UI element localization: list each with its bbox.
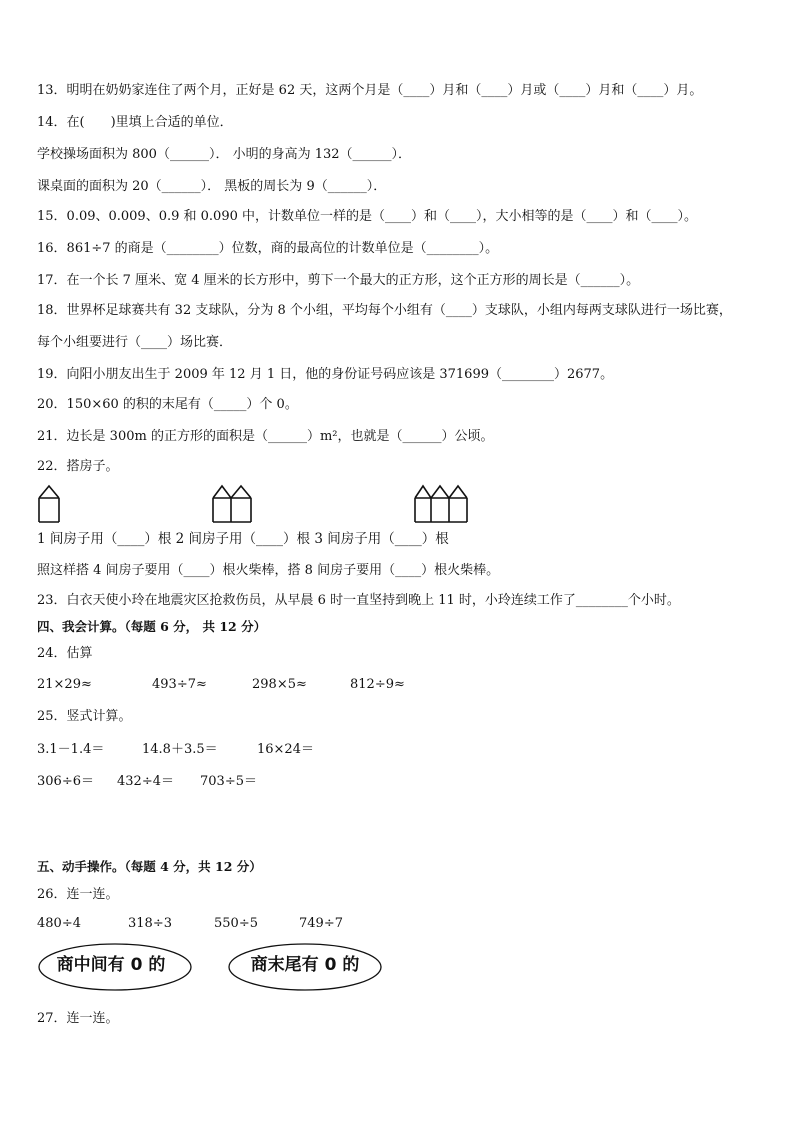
estimate-item: 493÷7≈ bbox=[152, 677, 207, 692]
estimate-item: 812÷9≈ bbox=[350, 677, 405, 692]
category-ovals bbox=[37, 942, 397, 994]
matchstick-house-1-icon bbox=[37, 484, 61, 524]
calc-item: 306÷6＝ bbox=[37, 774, 94, 789]
question-15: 15．0.09、0.009、0.9 和 0.090 中，计数单位一样的是（____）和（____），大小相等的是（____）和（____）。 bbox=[37, 209, 697, 224]
question-25-title: 25．竖式计算。 bbox=[37, 709, 132, 724]
question-27-title: 27．连一连。 bbox=[37, 1011, 119, 1026]
division-item: 318÷3 bbox=[128, 916, 172, 931]
calc-item: 3.1－1.4＝ bbox=[37, 742, 105, 757]
question-21: 21．边长是 300m 的正方形的面积是（______）m²，也就是（______）公顷。 bbox=[37, 429, 494, 444]
division-item: 749÷7 bbox=[299, 916, 343, 931]
question-18-line-1: 18．世界杯足球赛共有 32 支球队，分为 8 个小组，平均每个小组有（____）支球队，小组内每两支球队进行一场比赛， bbox=[37, 303, 732, 318]
calc-item: 703÷5＝ bbox=[200, 774, 257, 789]
question-14-row-2: 课桌面的面积为 20（______）． 黑板的周长为 9（______）． bbox=[37, 179, 387, 194]
calc-item: 16×24＝ bbox=[257, 742, 314, 757]
oval-middle-zero bbox=[37, 942, 193, 992]
question-19: 19．向阳小朋友出生于 2009 年 12 月 1 日，他的身份证号码应该是 371699（________）2677。 bbox=[37, 367, 614, 382]
question-16: 16．861÷7 的商是（________）位数，商的最高位的计数单位是（________）。 bbox=[37, 241, 499, 256]
section-5-title: 五、动手操作。（每题 4 分，共 12 分） bbox=[37, 859, 262, 874]
question-22-line-2: 照这样搭 4 间房子要用（____）根火柴棒，搭 8 间房子要用（____）根火柴棒。 bbox=[37, 563, 500, 578]
division-item: 550÷5 bbox=[214, 916, 258, 931]
estimate-item: 298×5≈ bbox=[252, 677, 307, 692]
question-26-title: 26．连一连。 bbox=[37, 887, 119, 902]
matchstick-house-2-icon bbox=[211, 484, 253, 524]
question-18-line-2: 每个小组要进行（____）场比赛． bbox=[37, 335, 233, 350]
calc-item: 432÷4＝ bbox=[117, 774, 174, 789]
question-17: 17．在一个长 7 厘米、宽 4 厘米的长方形中，剪下一个最大的正方形，这个正方形的周长是（______）。 bbox=[37, 273, 640, 288]
question-14-row-1: 学校操场面积为 800（______）． 小明的身高为 132（______）． bbox=[37, 147, 412, 162]
oval-label: 商末尾有 0 的 bbox=[250, 955, 360, 975]
question-13: 13．明明在奶奶家连住了两个月，正好是 62 天，这两个月是（____）月和（____）月或（____）月和（____）月。 bbox=[37, 83, 703, 98]
oval-end-zero bbox=[227, 942, 383, 992]
matchstick-houses bbox=[37, 484, 497, 526]
division-item: 480÷4 bbox=[37, 916, 81, 931]
question-24-title: 24．估算 bbox=[37, 646, 93, 661]
section-4-title: 四、我会计算。（每题 6 分， 共 12 分） bbox=[37, 619, 267, 634]
question-22-line-1: 1 间房子用（____）根 2 间房子用（____）根 3 间房子用（____）根 bbox=[37, 531, 449, 547]
calc-item: 14.8＋3.5＝ bbox=[142, 742, 218, 757]
estimate-item: 21×29≈ bbox=[37, 677, 92, 692]
question-14-title: 14．在( )里填上合适的单位． bbox=[37, 115, 233, 130]
question-23: 23．白衣天使小玲在地震灾区抢救伤员，从早晨 6 时一直坚持到晚上 11 时，小玲连续工作了________个小时。 bbox=[37, 593, 680, 608]
oval-label: 商中间有 0 的 bbox=[56, 955, 166, 975]
question-22-title: 22．搭房子。 bbox=[37, 459, 119, 474]
question-20: 20．150×60 的积的末尾有（_____）个 0。 bbox=[37, 397, 298, 412]
matchstick-house-3-icon bbox=[413, 484, 469, 524]
